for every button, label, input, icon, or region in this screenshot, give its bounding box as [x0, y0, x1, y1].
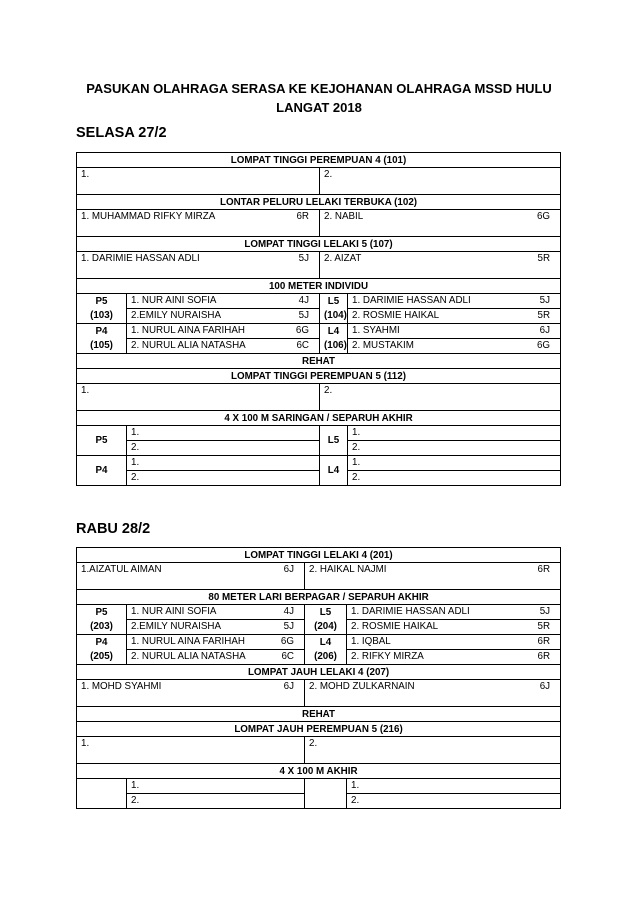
athlete-slot [77, 680, 305, 707]
event-header: LOMPAT JAUH PEREMPUAN 5 (216) [77, 722, 561, 737]
table-row [77, 548, 561, 563]
table-row [77, 680, 561, 707]
day1-heading: SELASA 27/2 [76, 125, 167, 141]
athlete-class: 6J [539, 681, 551, 692]
athlete-slot [77, 563, 305, 590]
athlete-slot [347, 650, 561, 665]
table-row [77, 426, 561, 441]
athlete-slot [348, 309, 561, 324]
athlete-name: 2. ROSMIE HAIKAL [351, 621, 439, 632]
table-row [77, 650, 561, 665]
category-code: P4 [77, 324, 127, 339]
athlete-slot [127, 309, 320, 324]
category-code: P4 [77, 635, 127, 650]
table-row [77, 779, 561, 794]
title-line-2: LANGAT 2018 [276, 100, 362, 115]
athlete-slot: 2. [348, 471, 561, 486]
category-code: L4 [305, 635, 347, 650]
table-row [77, 309, 561, 324]
athlete-name: 1. DARIMIE HASSAN ADLI [81, 253, 200, 264]
table-row [77, 707, 561, 722]
athlete-slot: 1. [127, 456, 320, 471]
athlete-slot [348, 294, 561, 309]
athlete-class: 6G [280, 636, 294, 647]
event-number: (205) [77, 650, 127, 665]
athlete-slot [127, 294, 320, 309]
event-number: (104) [320, 309, 348, 324]
category-code: P5 [77, 605, 127, 620]
athlete-slot: 1. [77, 737, 305, 764]
athlete-slot [347, 635, 561, 650]
athlete-slot [305, 563, 561, 590]
athlete-class: 6J [539, 325, 551, 336]
athlete-slot [127, 650, 305, 665]
athlete-slot [305, 680, 561, 707]
category-code: L4 [320, 456, 348, 486]
category-code: L5 [305, 605, 347, 620]
table-row [77, 411, 561, 426]
athlete-slot: 2. [348, 441, 561, 456]
athlete-class: 5R [537, 621, 551, 632]
event-header: LONTAR PELURU LELAKI TERBUKA (102) [77, 195, 561, 210]
table-row [77, 210, 561, 237]
table-row [77, 563, 561, 590]
event-header: LOMPAT TINGGI PEREMPUAN 5 (112) [77, 369, 561, 384]
athlete-slot: 2. [320, 168, 561, 195]
athlete-slot: 1. [348, 426, 561, 441]
athlete-slot [77, 210, 320, 237]
athlete-name: 2. AIZAT [324, 253, 362, 264]
athlete-class: 5J [298, 310, 309, 321]
athlete-name: 2. MOHD ZULKARNAIN [309, 681, 415, 692]
athlete-class: 5J [539, 606, 551, 617]
athlete-slot: 2. [305, 737, 561, 764]
athlete-slot: 2. [347, 794, 561, 809]
table-row [77, 456, 561, 471]
athlete-name: 2. NURUL ALIA NATASHA [131, 651, 246, 662]
table-row [77, 369, 561, 384]
event-number: (206) [305, 650, 347, 665]
athlete-class: 6G [536, 211, 551, 222]
athlete-slot [77, 252, 320, 279]
athlete-class: 6J [283, 564, 294, 575]
athlete-name: 1. MOHD SYAHMI [81, 681, 162, 692]
event-number: (105) [77, 339, 127, 354]
table-row [77, 590, 561, 605]
athlete-slot: 1. [77, 168, 320, 195]
athlete-slot: 1. [348, 456, 561, 471]
athlete-name: 1.AIZATUL AIMAN [81, 564, 162, 575]
table-row [77, 279, 561, 294]
athlete-class: 6J [283, 681, 294, 692]
event-header: 100 METER INDIVIDU [77, 279, 561, 294]
athlete-name: 1. IQBAL [351, 636, 391, 647]
category-code: P5 [77, 294, 127, 309]
table-row [77, 722, 561, 737]
event-header: 80 METER LARI BERPAGAR / SEPARUH AKHIR [77, 590, 561, 605]
event-header: LOMPAT TINGGI PEREMPUAN 4 (101) [77, 153, 561, 168]
athlete-slot [348, 339, 561, 354]
athlete-slot [347, 605, 561, 620]
athlete-name: 1. NURUL AINA FARIHAH [131, 325, 245, 336]
day2-schedule-table [76, 547, 561, 809]
athlete-class: 5J [283, 621, 294, 632]
athlete-slot: 2. [320, 384, 561, 411]
event-header: LOMPAT TINGGI LELAKI 4 (201) [77, 548, 561, 563]
athlete-slot [127, 635, 305, 650]
athlete-name: 2. RIFKY MIRZA [351, 651, 424, 662]
category-code: P4 [77, 456, 127, 486]
table-row [77, 294, 561, 309]
athlete-class: 5R [537, 253, 551, 264]
day1-schedule-table [76, 152, 561, 486]
category-code: P5 [77, 426, 127, 456]
break-label: REHAT [77, 354, 561, 369]
event-header: 4 X 100 M SARINGAN / SEPARUH AKHIR [77, 411, 561, 426]
athlete-slot [347, 620, 561, 635]
document-title [70, 79, 568, 117]
athlete-name: 1. SYAHMI [352, 325, 400, 336]
athlete-name: 2.EMILY NURAISHA [131, 310, 222, 321]
athlete-name: 2. NURUL ALIA NATASHA [131, 340, 246, 351]
athlete-class: 5J [539, 295, 551, 306]
athlete-class: 5J [298, 253, 309, 264]
athlete-name: 2. ROSMIE HAIKAL [352, 310, 440, 321]
day2-heading: RABU 28/2 [76, 521, 151, 537]
athlete-name: 1. NURUL AINA FARIHAH [131, 636, 245, 647]
athlete-class: 4J [283, 606, 294, 617]
category-code [77, 779, 127, 809]
table-row [77, 195, 561, 210]
athlete-slot: 2. [127, 794, 305, 809]
athlete-slot [320, 252, 561, 279]
table-row [77, 324, 561, 339]
event-header: 4 X 100 M AKHIR [77, 764, 561, 779]
athlete-slot: 2. [127, 441, 320, 456]
table-row [77, 471, 561, 486]
athlete-name: 1. DARIMIE HASSAN ADLI [352, 295, 471, 306]
athlete-class: 6G [295, 325, 309, 336]
event-header: LOMPAT TINGGI LELAKI 5 (107) [77, 237, 561, 252]
table-row [77, 665, 561, 680]
athlete-class: 6R [296, 211, 309, 222]
event-number: (204) [305, 620, 347, 635]
table-row [77, 237, 561, 252]
table-row [77, 441, 561, 456]
category-code: L4 [320, 324, 348, 339]
athlete-slot [127, 620, 305, 635]
table-row [77, 252, 561, 279]
table-row [77, 764, 561, 779]
table-row [77, 384, 561, 411]
category-code: L5 [320, 426, 348, 456]
athlete-name: 1. DARIMIE HASSAN ADLI [351, 606, 470, 617]
table-row [77, 737, 561, 764]
athlete-class: 4J [298, 295, 309, 306]
athlete-class: 6R [537, 651, 551, 662]
athlete-slot [127, 605, 305, 620]
athlete-slot: 1. [347, 779, 561, 794]
table-row [77, 620, 561, 635]
category-code [305, 779, 347, 809]
athlete-class: 5R [537, 310, 551, 321]
table-row [77, 354, 561, 369]
athlete-class: 6C [281, 651, 294, 662]
athlete-class: 6R [537, 636, 551, 647]
category-code: L5 [320, 294, 348, 309]
athlete-slot [348, 324, 561, 339]
table-row [77, 339, 561, 354]
athlete-name: 1. MUHAMMAD RIFKY MIRZA [81, 211, 216, 222]
athlete-name: 2. NABIL [324, 211, 364, 222]
table-row [77, 153, 561, 168]
event-number: (106) [320, 339, 348, 354]
event-number: (203) [77, 620, 127, 635]
athlete-slot: 2. [127, 471, 320, 486]
table-row [77, 168, 561, 195]
athlete-name: 2. MUSTAKIM [352, 340, 414, 351]
athlete-slot [127, 324, 320, 339]
table-row [77, 605, 561, 620]
athlete-slot: 1. [127, 426, 320, 441]
athlete-name: 2.EMILY NURAISHA [131, 621, 222, 632]
athlete-slot [320, 210, 561, 237]
athlete-class: 6G [536, 340, 551, 351]
break-label: REHAT [77, 707, 561, 722]
athlete-name: 1. NUR AINI SOFIA [131, 295, 217, 306]
event-header: LOMPAT JAUH LELAKI 4 (207) [77, 665, 561, 680]
athlete-slot: 1. [77, 384, 320, 411]
athlete-class: 6R [537, 564, 551, 575]
athlete-name: 1. NUR AINI SOFIA [131, 606, 217, 617]
athlete-slot [127, 339, 320, 354]
event-number: (103) [77, 309, 127, 324]
table-row [77, 635, 561, 650]
athlete-class: 6C [296, 340, 309, 351]
athlete-slot: 1. [127, 779, 305, 794]
title-line-1: PASUKAN OLAHRAGA SERASA KE KEJOHANAN OLAHRAGA MSSD HULU [86, 81, 552, 96]
athlete-name: 2. HAIKAL NAJMI [309, 564, 387, 575]
